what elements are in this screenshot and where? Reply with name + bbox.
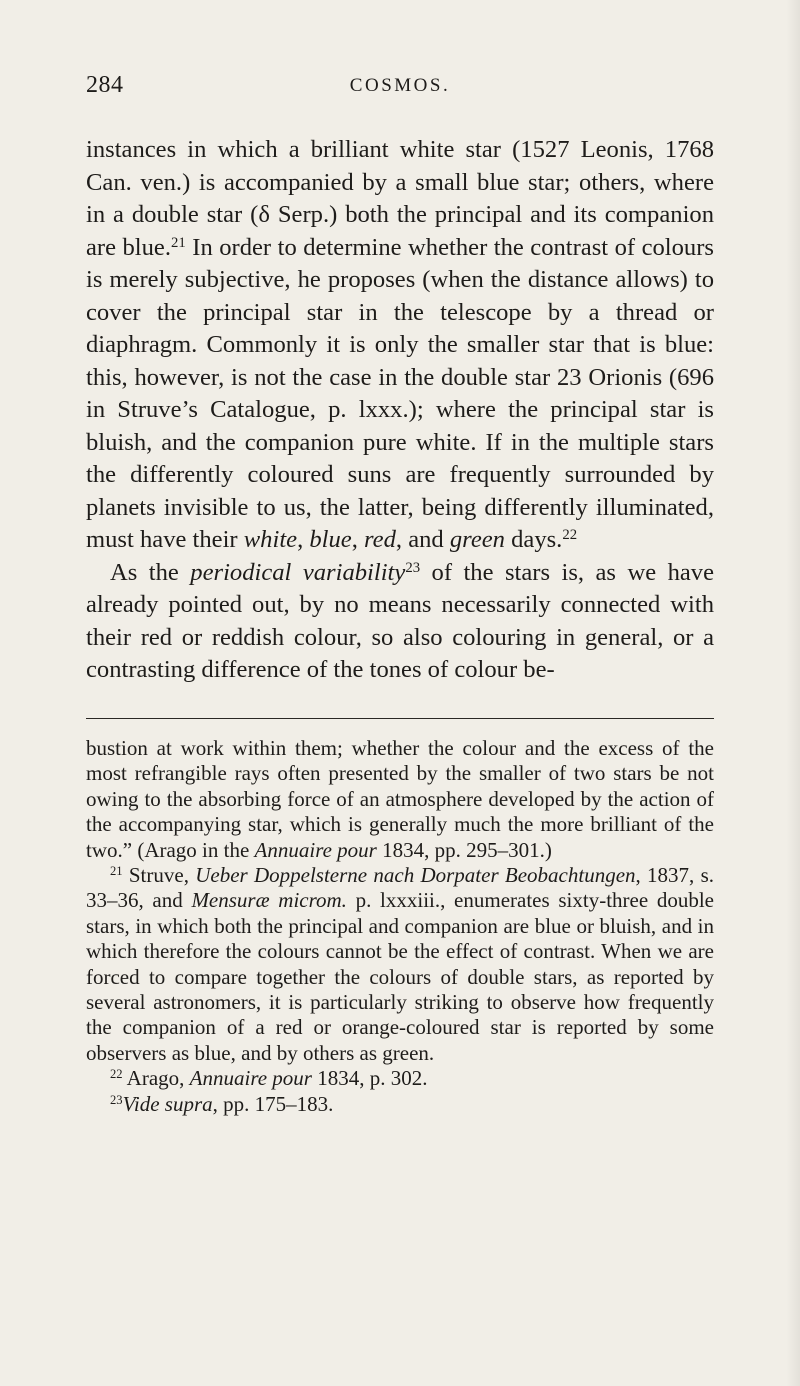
paragraph-1-text-a: instances in which a brilliant white star (1527 Leonis, 1768 Can. ven.) is accompanied by a small blue star; others, where in a double star (δ Serp.) both the principal and its companion are blue. [86,136,714,261]
page-number: 284 [86,72,124,98]
footnote-ref-23: 23 [405,559,421,576]
footnote-21-text-b: , 1837, s. 33–36, and [86,863,714,913]
page-edge-shadow [786,0,800,1386]
footnote-22-title: Annuaire pour [189,1066,312,1091]
footnote-20-continued [86,736,714,863]
paragraph-1 [86,134,714,557]
footnote-ref-22: 22 [562,526,578,543]
paragraph-2-text-b: of the stars is, as we have already pointed out, by no means necessarily connected with their red or reddish colour, so also colouring in general, or a contrasting difference of the tones of colour be- [86,558,714,683]
footnote-20-emphasis: Annuaire pour [254,837,377,862]
conjunction: , and [395,526,450,553]
running-title: COSMOS. [349,75,451,96]
footnote-23-number: 23 [110,1092,123,1107]
footnote-21-text-a: Struve, [122,863,196,888]
footnotes [86,736,714,1117]
footnote-21-title-2: Mensuræ microm. [191,888,347,913]
footnote-21-number: 21 [110,864,123,879]
page-header [86,72,714,108]
footnote-21-title: Ueber Doppelsterne nach Dorpater Beobachtungen [195,863,636,888]
paragraph-1-end: days. [504,526,563,553]
footnote-20-text-a: bustion at work within them; whether the colour and the excess of the most refrangible rays often presented by the smaller of two stars be not owing to the absorbing force of an atmosphere developed by the action of the accompanying star, which is generally much the more brilliant of the two.” (Arago in the [86,736,714,862]
footnote-20-text-b: 1834, pp. 295–301.) [376,837,552,862]
paragraph-2-text-a: As the [110,558,191,586]
footnote-23-emphasis: Vide supra [122,1091,213,1116]
footnote-21-text-c: p. lxxxiii., enumerates sixty-three double stars, in which both the principal and companion are blue or bluish, and in which therefore the colours cannot be the effect of contrast. When we are forced to compare together the colours of double stars, as reported by several astronomers, it is particularly striking to observe how frequently the companion of a red or orange-coloured star is reported by some observers as blue, and by others as green. [86,888,714,1065]
footnote-21 [86,863,714,1066]
emphasis-green: green [449,526,505,553]
emphasis-white: white [243,526,298,553]
footnote-divider [86,718,714,719]
separator: , [351,526,365,553]
footnote-23-text-b: , pp. 175–183. [212,1091,334,1116]
footnote-22-text-b: 1834, p. 302. [311,1066,428,1091]
emphasis-periodical-variability: periodical variability [190,558,406,586]
footnote-ref-21: 21 [171,234,186,251]
emphasis-red: red [364,526,396,553]
emphasis-blue: blue [309,526,352,553]
main-text [86,134,714,687]
footnote-22-text-a: Arago, [122,1066,190,1091]
paragraph-2 [86,557,714,687]
footnote-23 [86,1092,714,1117]
separator: , [297,526,310,553]
footnote-22 [86,1066,714,1091]
paragraph-1-text-b: In order to determine whether the contrast of colours is merely subjective, he proposes (when the distance allows) to cover the principal star in the telescope by a thread or diaphragm. Commonly it is only the smaller star that is blue: this, however, is not the case in the double star 23 Orionis (696 in Struve’s Catalogue, p. lxxx.); where the principal star is bluish, and the companion pure white. If in the multiple stars the differently coloured suns are frequently surrounded by planets invisible to us, the latter, being differently illuminated, must have their [86,233,714,553]
footnote-22-number: 22 [110,1067,123,1082]
